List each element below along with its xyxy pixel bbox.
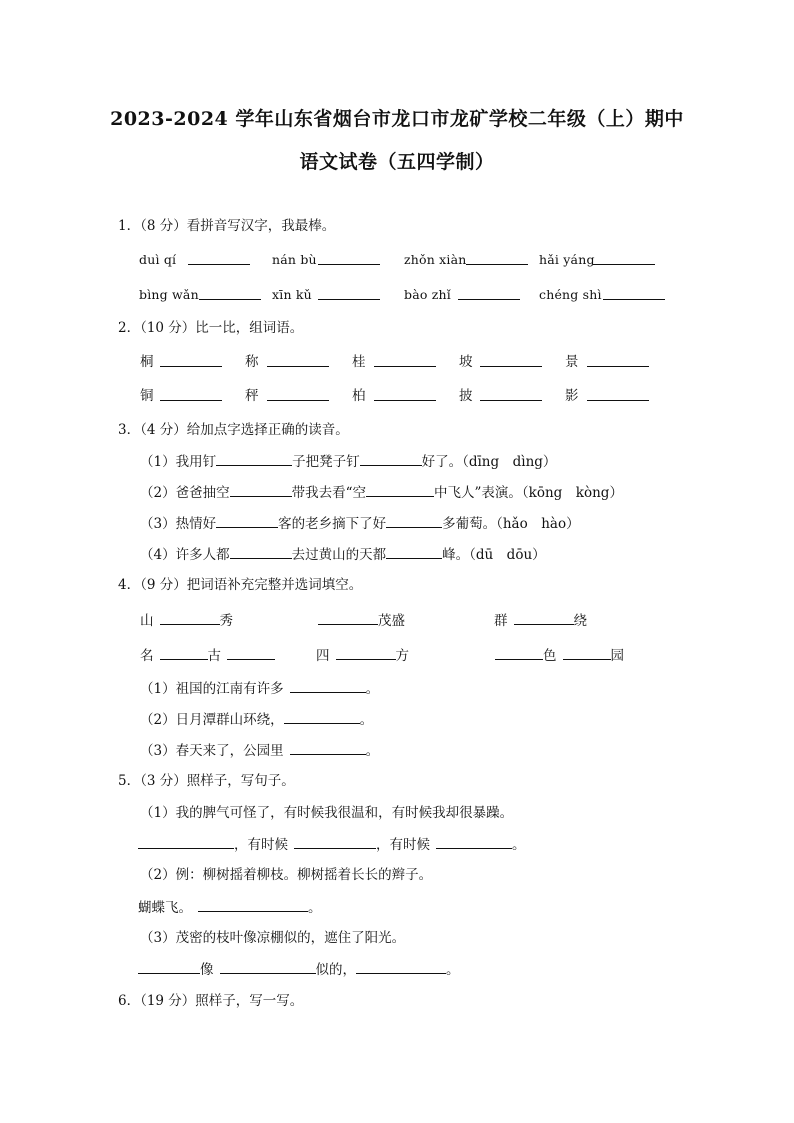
pinyin-text: duì qí bbox=[139, 252, 177, 267]
answer-blank[interactable] bbox=[480, 352, 542, 367]
pinyin-text: bìng wǎn bbox=[139, 287, 199, 302]
answer-blank[interactable] bbox=[198, 897, 308, 912]
q5-fill-2: 蝴蝶飞。 。 bbox=[138, 897, 322, 918]
answer-blank[interactable] bbox=[138, 959, 200, 974]
q3-sentence-2: （2）爸爸抽空 带我去看“空 中飞人”表演。（kōng kòng） bbox=[140, 482, 623, 503]
answer-blank[interactable] bbox=[290, 740, 366, 755]
question-5-stem: 5．（3 分）照样子，写句子。 bbox=[118, 773, 295, 789]
pinyin-item bbox=[404, 285, 451, 305]
answer-blank[interactable] bbox=[160, 610, 220, 625]
character: 影 bbox=[565, 388, 579, 404]
q4-sentence-2: （2）日月潭群山环绕， 。 bbox=[140, 709, 373, 730]
answer-blank[interactable] bbox=[603, 285, 665, 300]
character: 秤 bbox=[245, 388, 259, 404]
idiom-item: 四 方 bbox=[316, 645, 409, 666]
answer-blank[interactable] bbox=[230, 482, 292, 497]
answer-blank[interactable] bbox=[290, 678, 366, 693]
q3-sentence-3: （3）热情好 客的老乡摘下了好 多葡萄。（hǎo hào） bbox=[140, 513, 580, 534]
character: 景 bbox=[565, 354, 579, 370]
pinyin-text: zhǒn xiàn bbox=[404, 252, 467, 267]
question-3-stem: 3．（4 分）给加点字选择正确的读音。 bbox=[118, 422, 349, 438]
answer-blank[interactable] bbox=[593, 250, 655, 265]
answer-blank[interactable] bbox=[216, 451, 292, 466]
pinyin-text: xīn kǔ bbox=[272, 287, 312, 302]
answer-blank[interactable] bbox=[563, 645, 611, 660]
pinyin-text: hǎi yáng bbox=[539, 252, 595, 267]
q4-sentence-1: （1）祖国的江南有许多 。 bbox=[140, 678, 379, 699]
answer-blank[interactable] bbox=[495, 645, 543, 660]
q3-sentence-4: （4）许多人都 去过黄山的天都 峰。（dū dōu） bbox=[140, 544, 546, 565]
character: 桐 bbox=[140, 354, 154, 370]
answer-blank[interactable] bbox=[199, 285, 261, 300]
idiom-item: 茂盛 bbox=[318, 610, 405, 631]
answer-blank[interactable] bbox=[436, 834, 512, 849]
pinyin-item bbox=[139, 250, 176, 270]
answer-blank[interactable] bbox=[160, 645, 208, 660]
answer-blank[interactable] bbox=[458, 285, 520, 300]
idiom-item: 名 古 bbox=[140, 645, 275, 666]
question-1-stem: 1．（8 分）看拼音写汉字，我最棒。 bbox=[118, 218, 336, 234]
question-4-stem: 4．（9 分）把词语补充完整并选词填空。 bbox=[118, 577, 363, 593]
idiom-item: 群 绕 bbox=[494, 610, 587, 631]
pinyin-item bbox=[272, 285, 312, 305]
answer-blank[interactable] bbox=[267, 386, 329, 401]
answer-blank[interactable] bbox=[284, 709, 360, 724]
pinyin-item bbox=[539, 250, 595, 270]
answer-blank[interactable] bbox=[374, 386, 436, 401]
answer-blank[interactable] bbox=[160, 386, 222, 401]
answer-blank[interactable] bbox=[230, 544, 292, 559]
answer-blank[interactable] bbox=[587, 352, 649, 367]
answer-blank[interactable] bbox=[366, 482, 434, 497]
answer-blank[interactable] bbox=[356, 959, 446, 974]
question-2-stem: 2．（10 分）比一比，组词语。 bbox=[118, 320, 304, 336]
q4-sentence-3: （3）春天来了，公园里 。 bbox=[140, 740, 379, 761]
answer-blank[interactable] bbox=[466, 250, 528, 265]
answer-blank[interactable] bbox=[294, 834, 376, 849]
character: 称 bbox=[245, 354, 259, 370]
answer-blank[interactable] bbox=[386, 513, 442, 528]
answer-blank[interactable] bbox=[318, 285, 380, 300]
character: 桂 bbox=[352, 354, 366, 370]
q5-fill-1: ，有时候 ，有时候 。 bbox=[138, 834, 526, 855]
answer-blank[interactable] bbox=[374, 352, 436, 367]
question-6-stem: 6．（19 分）照样子，写一写。 bbox=[118, 993, 304, 1009]
q5-example-2: （2）例：柳树摇着柳枝。柳树摇着长长的辫子。 bbox=[140, 867, 433, 883]
answer-blank[interactable] bbox=[336, 645, 396, 660]
answer-blank[interactable] bbox=[267, 352, 329, 367]
answer-blank[interactable] bbox=[160, 352, 222, 367]
answer-blank[interactable] bbox=[587, 386, 649, 401]
answer-blank[interactable] bbox=[216, 513, 278, 528]
answer-blank[interactable] bbox=[386, 544, 442, 559]
pinyin-item bbox=[404, 250, 467, 270]
answer-blank[interactable] bbox=[318, 250, 380, 265]
answer-blank[interactable] bbox=[480, 386, 542, 401]
character: 铜 bbox=[140, 388, 154, 404]
character: 披 bbox=[459, 388, 473, 404]
pinyin-text: chéng shì bbox=[539, 287, 602, 302]
q5-example-3: （3）茂密的枝叶像凉棚似的，遮住了阳光。 bbox=[140, 930, 406, 946]
pinyin-item bbox=[272, 250, 317, 270]
idiom-item: 色 园 bbox=[495, 645, 624, 666]
character: 坡 bbox=[459, 354, 473, 370]
answer-blank[interactable] bbox=[227, 645, 275, 660]
pinyin-text: nán bù bbox=[272, 252, 317, 267]
pinyin-text: bào zhǐ bbox=[404, 287, 451, 302]
answer-blank[interactable] bbox=[220, 959, 316, 974]
answer-blank[interactable] bbox=[188, 250, 250, 265]
answer-blank[interactable] bbox=[514, 610, 574, 625]
answer-blank[interactable] bbox=[360, 451, 422, 466]
q5-fill-3: 像 似的， 。 bbox=[138, 959, 460, 980]
pinyin-item bbox=[139, 285, 199, 305]
exam-title-line1: 2023-2024 学年山东省烟台市龙口市龙矿学校二年级（上）期中 bbox=[110, 108, 684, 130]
answer-blank[interactable] bbox=[138, 834, 234, 849]
q5-example-1: （1）我的脾气可怪了，有时候我很温和，有时候我却很暴躁。 bbox=[140, 805, 514, 821]
q3-sentence-1: （1）我用钉 子把凳子钉 好了。（dīng dìng） bbox=[140, 451, 556, 472]
exam-title-line2: 语文试卷（五四学制） bbox=[299, 151, 495, 173]
character: 柏 bbox=[352, 388, 366, 404]
answer-blank[interactable] bbox=[318, 610, 378, 625]
idiom-item: 山 秀 bbox=[140, 610, 233, 631]
pinyin-item bbox=[539, 285, 602, 305]
